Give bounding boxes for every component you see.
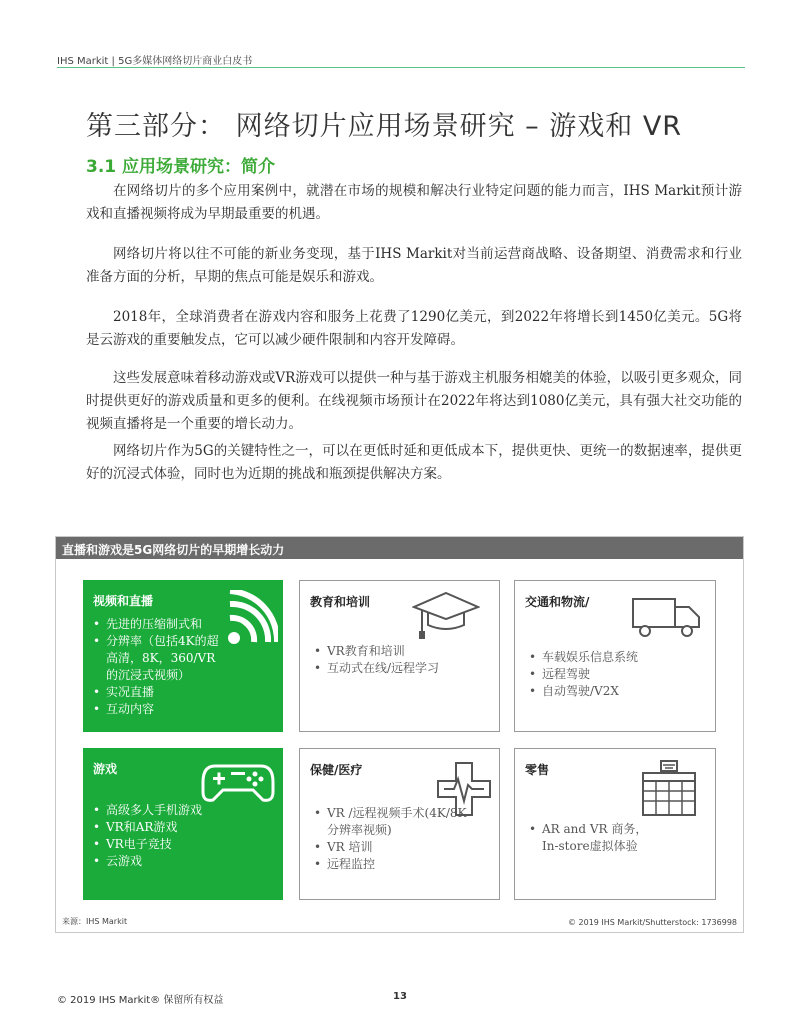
figure-source: 来源：IHS Markit <box>62 917 128 926</box>
card-video-live <box>83 580 283 732</box>
card-title: 零售 <box>525 763 550 777</box>
card-title: 游戏 <box>93 762 118 776</box>
footer-copyright: © 2019 IHS Markit® 保留所有权益 <box>57 995 224 1006</box>
card-transport-logistics <box>514 580 716 732</box>
list-item: • 高级多人手机游戏 <box>93 802 253 819</box>
list-item: • VR /远程视频手术(4K/8K分辨率视频) <box>314 805 474 839</box>
list-item: • VR 培训 <box>314 839 474 856</box>
paragraph-3: 2018年，全球消费者在游戏内容和服务上花费了1290亿美元，到2022年将增长到1450亿美元。5G将是云游戏的重要触发点，它可以减少硬件限制和内容开发障碍。 <box>86 309 742 348</box>
wifi-signal-icon <box>226 590 278 646</box>
card-list <box>314 643 494 677</box>
card-gaming <box>83 748 283 900</box>
list-item: • AR and VR 商务，In-store虚拟体验 <box>529 821 649 855</box>
section-title: 第三部分： 网络切片应用场景研究 – 游戏和 VR <box>86 111 683 142</box>
list-item: • 远程驾驶 <box>529 666 709 683</box>
card-title: 教育和培训 <box>310 595 371 609</box>
list-item: • 分辨率（包括4K的超高清，8K，360/VR的沉浸式视频） <box>93 633 223 684</box>
card-title: 保健/医疗 <box>310 763 363 777</box>
paragraph-4: 这些发展意味着移动游戏或VR游戏可以提供一种与基于游戏主机服务相媲美的体验，以吸引更多观众，同时提供更好的游戏质量和更多的便利。在线视频市场预计在2022年将达到1080亿美元，具有强大社交功能的视频直播将是一个重要的增长动力。 <box>86 370 742 432</box>
card-title: 视频和直播 <box>93 594 154 608</box>
card-healthcare <box>299 748 500 900</box>
list-item: • 云游戏 <box>93 853 253 870</box>
header-divider <box>57 67 745 68</box>
card-list <box>93 802 253 870</box>
paragraph-1: 在网络切片的多个应用案例中，就潜在市场的规模和解决行业特定问题的能力而言，IHS Markit预计游戏和直播视频将成为早期最重要的机遇。 <box>86 183 742 222</box>
list-item: • 远程监控 <box>314 856 474 873</box>
figure-credit: © 2019 IHS Markit/Shutterstock: 1736998 <box>567 918 737 927</box>
card-list <box>314 805 474 873</box>
paragraph-2: 网络切片将以往不可能的新业务变现，基于IHS Markit对当前运营商战略、设备期望、消费需求和行业准备方面的分析，早期的焦点可能是娱乐和游戏。 <box>86 246 742 285</box>
storefront-icon <box>639 759 699 817</box>
list-item: • 自动驾驶/V2X <box>529 683 709 700</box>
card-list <box>529 821 649 855</box>
list-item: • 实况直播 <box>93 684 223 701</box>
game-controller-icon <box>201 762 275 804</box>
list-item: • 先进的压缩制式和 <box>93 616 223 633</box>
list-item: • 互动式在线/远程学习 <box>314 660 494 677</box>
truck-icon <box>631 593 703 641</box>
graduation-cap-icon <box>412 589 480 641</box>
paragraph-5: 网络切片作为5G的关键特性之一，可以在更低时延和更低成本下，提供更快、更统一的数据速率，提供更好的沉浸式体验，同时也为近期的挑战和瓶颈提供解决方案。 <box>86 443 742 482</box>
list-item: • VR和AR游戏 <box>93 819 253 836</box>
figure-title: 直播和游戏是5G网络切片的早期增长动力 <box>62 543 285 557</box>
infographic-figure <box>55 536 744 933</box>
page-number: 13 <box>393 991 407 1002</box>
card-list <box>93 616 223 718</box>
card-title: 交通和物流/ <box>525 595 590 609</box>
list-item: • 互动内容 <box>93 701 223 718</box>
figure-title-bar <box>56 537 743 559</box>
card-education <box>299 580 500 732</box>
list-item: • VR教育和培训 <box>314 643 494 660</box>
card-retail <box>514 748 716 900</box>
list-item: • VR电子竞技 <box>93 836 253 853</box>
card-list <box>529 649 709 700</box>
running-header: IHS Markit | 5G多媒体网络切片商业白皮书 <box>57 56 253 67</box>
list-item: • 车载娱乐信息系统 <box>529 649 709 666</box>
section-subtitle: 3.1 应用场景研究：简介 <box>86 157 276 177</box>
